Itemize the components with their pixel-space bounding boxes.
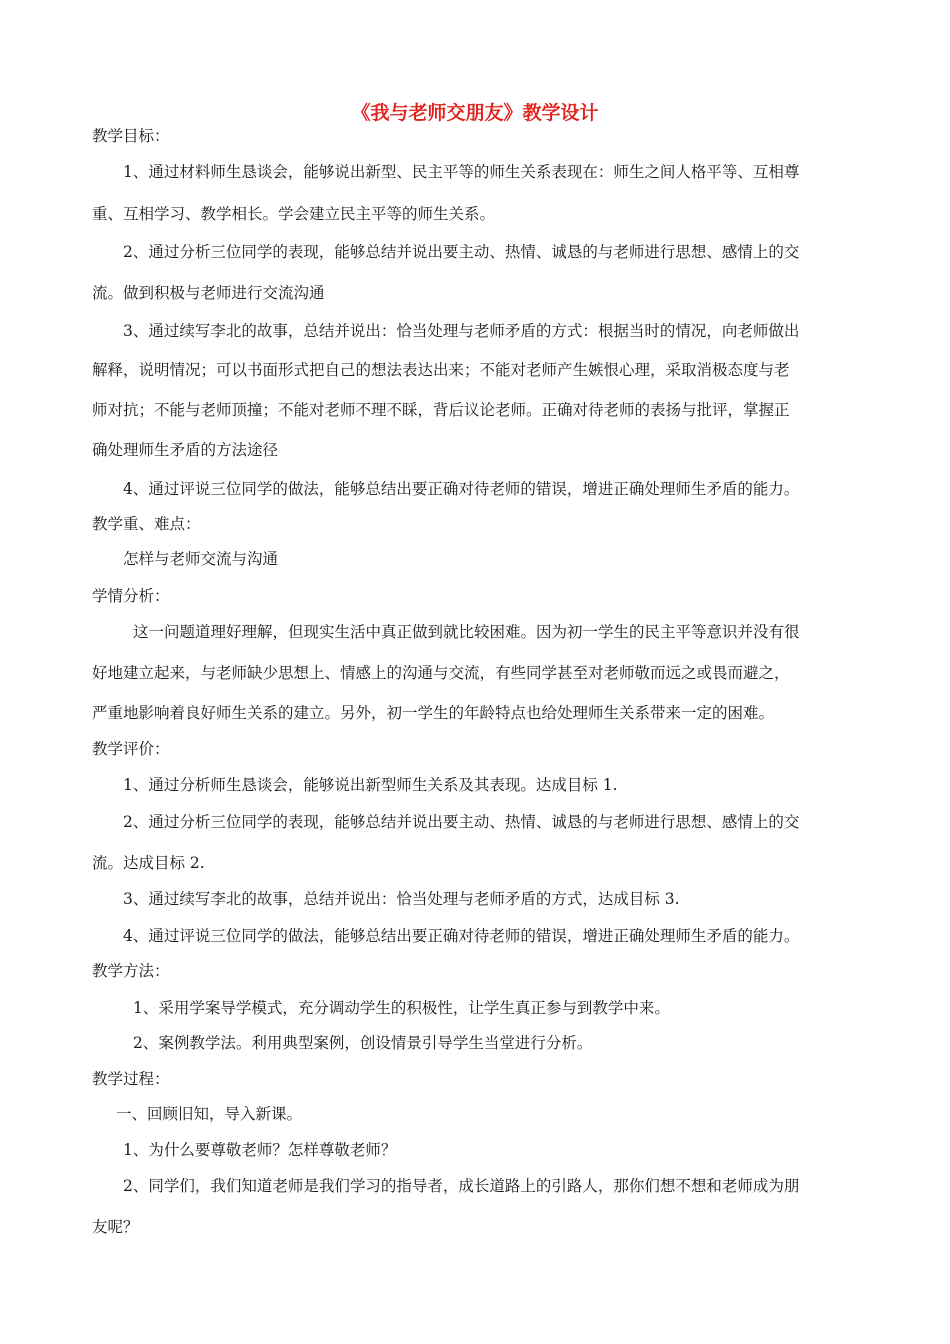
- process-question-2-line-1: 2、同学们，我们知道老师是我们学习的指导者，成长道路上的引路人，那你们想不想和老师成为朋: [123, 1177, 800, 1195]
- objective-item-4: 4、通过评说三位同学的做法，能够总结出要正确对待老师的错误，增进正确处理师生矛盾的能力。: [123, 480, 800, 498]
- methods-item-1: 1、采用学案导学模式，充分调动学生的积极性，让学生真正参与到教学中来。: [133, 999, 670, 1017]
- objective-item-3-line-4: 确处理师生矛盾的方法途径: [92, 441, 279, 459]
- situation-line-3: 严重地影响着良好师生关系的建立。另外，初一学生的年龄特点也给处理师生关系带来一定的困难。: [92, 704, 775, 722]
- situation-heading: 学情分析：: [92, 587, 170, 605]
- evaluation-item-4: 4、通过评说三位同学的做法，能够总结出要正确对待老师的错误，增进正确处理师生矛盾的能力。: [123, 927, 800, 945]
- objectives-heading: 教学目标：: [92, 127, 170, 145]
- objective-item-3-line-2: 解释，说明情况；可以书面形式把自己的想法表达出来；不能对老师产生嫉恨心理，采取消极态度与老: [92, 361, 790, 379]
- evaluation-item-2-line-1: 2、通过分析三位同学的表现，能够总结并说出要主动、热情、诚恳的与老师进行思想、感情上的交: [123, 813, 800, 831]
- process-question-2-line-2: 友呢？: [92, 1218, 139, 1236]
- situation-line-1: 这一问题道理好理解，但现实生活中真正做到就比较困难。因为初一学生的民主平等意识并没有很: [133, 623, 800, 641]
- objective-item-1-line-1: 1、通过材料师生恳谈会，能够说出新型、民主平等的师生关系表现在：师生之间人格平等、互相尊: [123, 163, 800, 181]
- objective-item-3-line-3: 师对抗；不能与老师顶撞；不能对老师不理不睬，背后议论老师。正确对待老师的表扬与批评，掌握正: [92, 401, 790, 419]
- situation-line-2: 好地建立起来，与老师缺少思想上、情感上的沟通与交流，有些同学甚至对老师敬而远之或畏而避之，: [92, 664, 790, 682]
- objective-item-2-line-2: 流。做到积极与老师进行交流沟通: [92, 284, 325, 302]
- evaluation-item-3: 3、通过续写李北的故事，总结并说出：恰当处理与老师矛盾的方式，达成目标 3.: [123, 890, 680, 908]
- objective-item-3-line-1: 3、通过续写李北的故事，总结并说出：恰当处理与老师矛盾的方式：根据当时的情况，向老师做出: [123, 322, 800, 340]
- evaluation-item-1: 1、通过分析师生恳谈会，能够说出新型师生关系及其表现。达成目标 1.: [123, 776, 618, 794]
- process-section-1: 一、回顾旧知，导入新课。: [116, 1105, 303, 1123]
- process-question-1: 1、为什么要尊敬老师？怎样尊敬老师？: [123, 1141, 397, 1159]
- evaluation-heading: 教学评价：: [92, 740, 170, 758]
- evaluation-item-2-line-2: 流。达成目标 2.: [92, 854, 205, 872]
- methods-item-2: 2、案例教学法。利用典型案例，创设情景引导学生当堂进行分析。: [133, 1034, 593, 1052]
- objective-item-1-line-2: 重、互相学习、教学相长。学会建立民主平等的师生关系。: [92, 205, 496, 223]
- methods-heading: 教学方法：: [92, 962, 170, 980]
- objective-item-2-line-1: 2、通过分析三位同学的表现，能够总结并说出要主动、热情、诚恳的与老师进行思想、感情上的交: [123, 243, 800, 261]
- process-heading: 教学过程：: [92, 1070, 170, 1088]
- key-points-heading: 教学重、难点：: [92, 515, 201, 533]
- document-title: 《我与老师交朋友》教学设计: [351, 102, 599, 124]
- key-points-content: 怎样与老师交流与沟通: [123, 550, 279, 568]
